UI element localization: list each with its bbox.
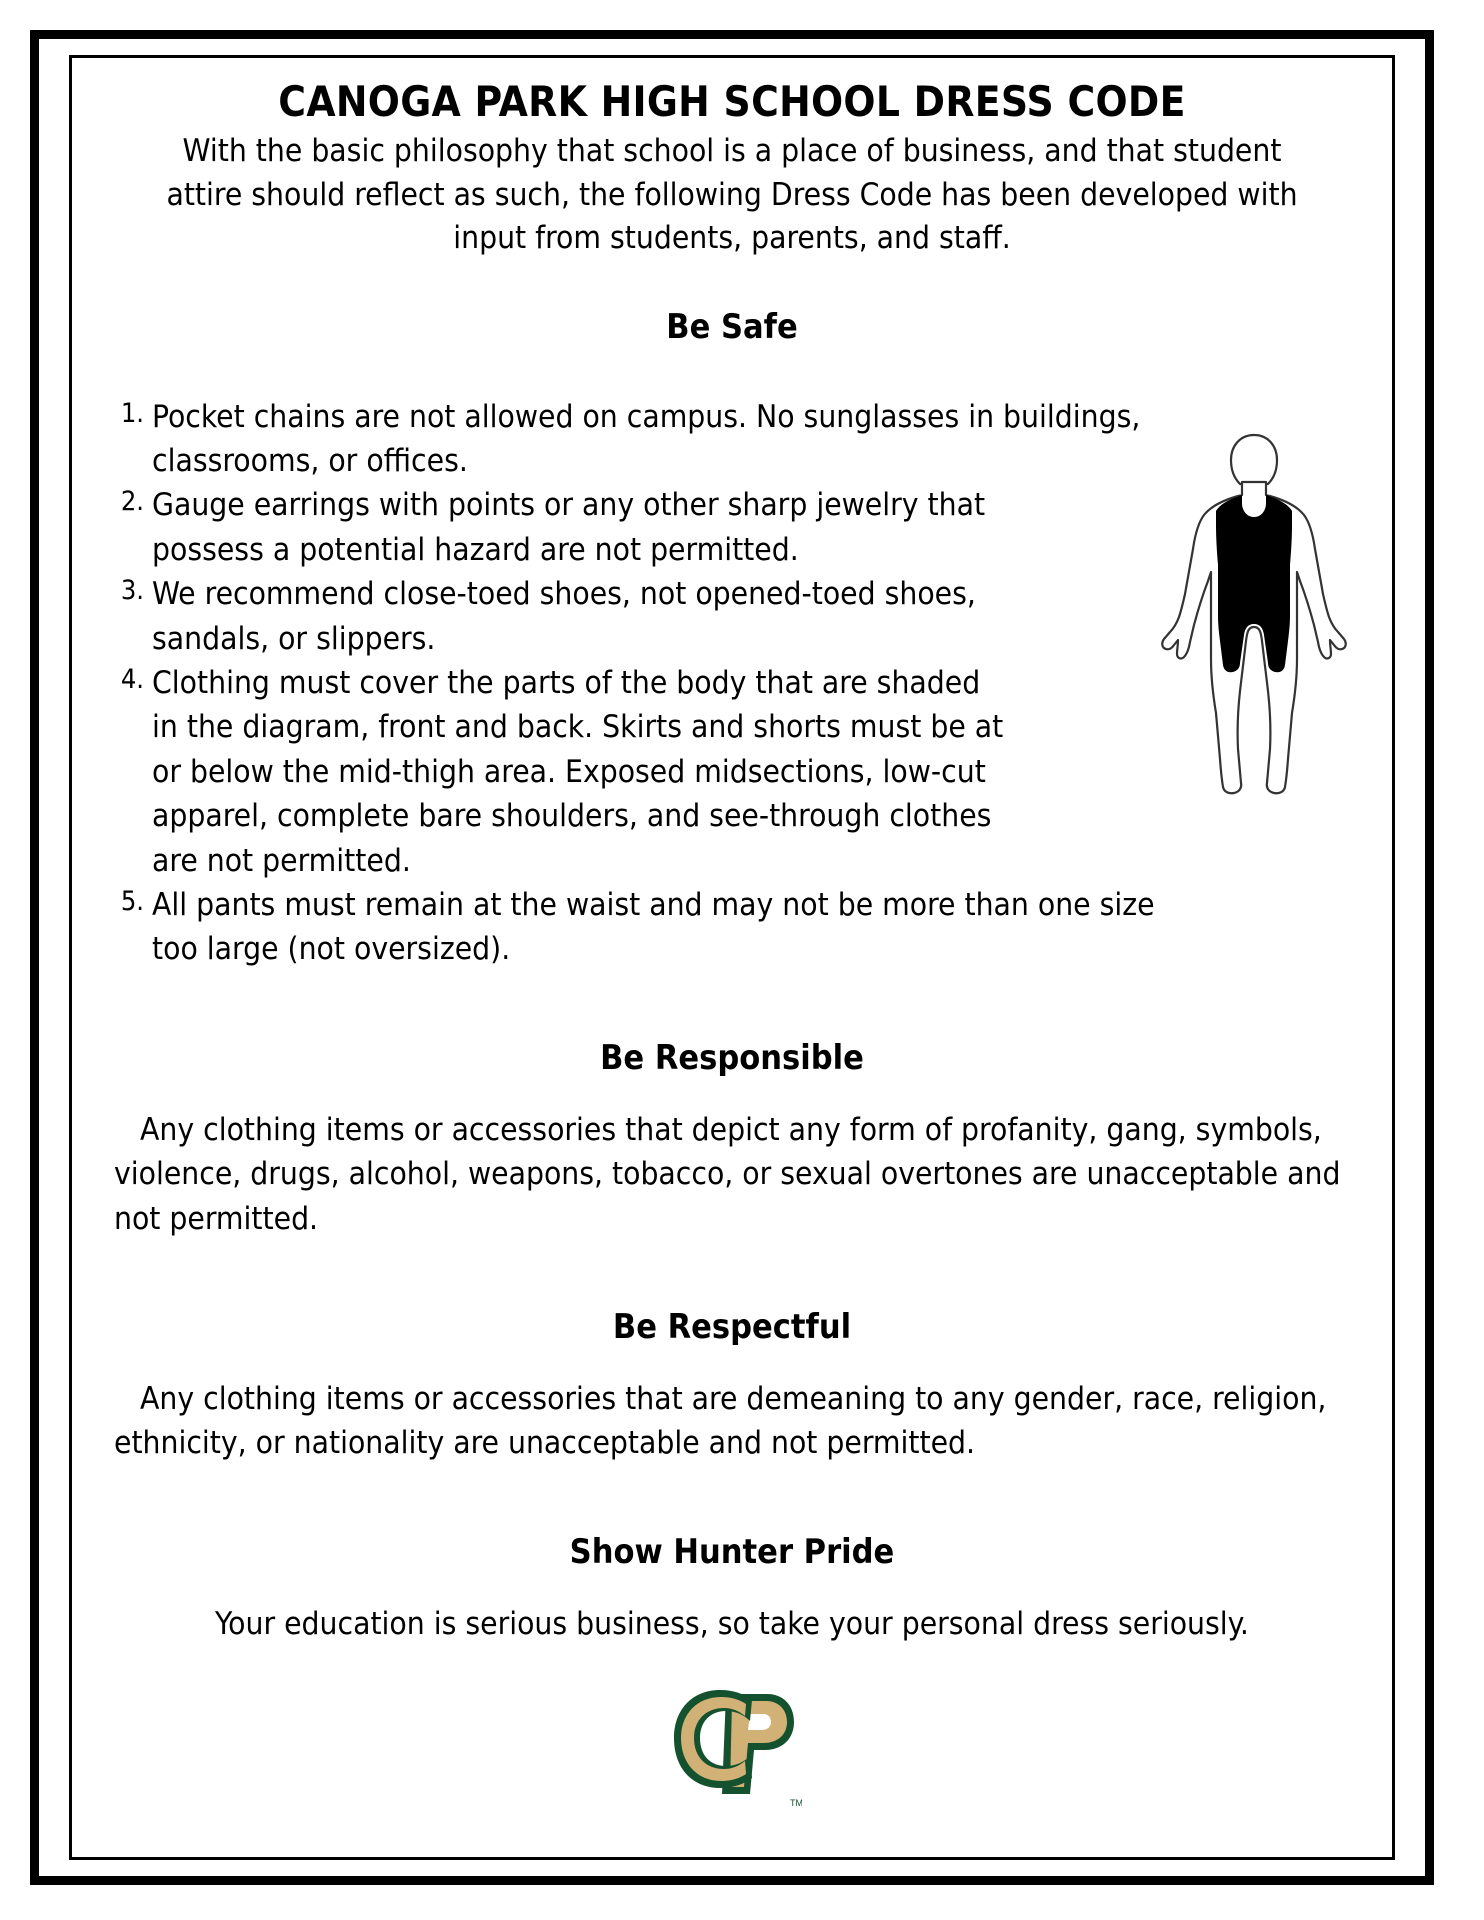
be-respectful-paragraph: Any clothing items or accessories that are demeaning to any gender, race, religion, ethnicity, or nationality are unacceptable and not permitted. <box>114 1381 1327 1462</box>
list-item-number: 4. <box>120 663 144 695</box>
list-item-text: Clothing must cover the parts of the body that are shaded in the diagram, front and back. Skirts and shorts must be at or below the mid-thigh area. Exposed midsections, low-cut apparel, complete bare shoulders, and see-through clothes are not permitted. <box>152 664 1004 879</box>
list-item <box>114 661 1012 883</box>
hunter-pride-paragraph: Your education is serious business, so take your personal dress seriously. <box>215 1605 1249 1642</box>
list-item-text: Pocket chains are not allowed on campus. No sunglasses in buildings, classrooms, or offices. <box>152 398 1141 479</box>
body-coverage-diagram <box>1154 429 1354 799</box>
list-item-number: 2. <box>120 486 144 518</box>
section-heading-be-respectful: Be Respectful <box>612 1307 852 1347</box>
list-item-text: We recommend close-toed shoes, not opened-toed shoes, sandals, or slippers. <box>152 576 976 657</box>
logo-trademark-mark: TM <box>790 1798 802 1809</box>
section-heading-show-hunter-pride: Show Hunter Pride <box>569 1531 895 1572</box>
be-responsible-paragraph: Any clothing items or accessories that depict any form of profanity, gang, symbols, violence, drugs, alcohol, weapons, tobacco, or sexual overtones are unacceptable and not permitted. <box>114 1111 1341 1237</box>
spacer <box>114 1241 1350 1307</box>
list-item <box>114 572 1012 661</box>
page-border-inner <box>69 55 1395 1860</box>
school-logo <box>662 1672 802 1812</box>
section-heading-be-safe: Be Safe <box>666 306 798 347</box>
list-item-number: 5. <box>120 885 144 917</box>
spacer <box>114 347 1350 377</box>
spacer <box>114 1078 1350 1108</box>
spacer <box>114 1572 1350 1602</box>
list-item-text: All pants must remain at the waist and may not be more than one size too large (not oversized). <box>152 886 1155 968</box>
spacer <box>114 1466 1350 1532</box>
list-item <box>114 883 1170 972</box>
list-item-text: Gauge earrings with points or any other sharp jewelry that possess a potential hazard are not permitted. <box>152 487 986 568</box>
page-border-outer <box>30 30 1434 1885</box>
spacer <box>114 261 1350 307</box>
spacer <box>114 1347 1350 1377</box>
list-item-number: 1. <box>120 397 144 429</box>
page-title: CANOGA PARK HIGH SCHOOL DRESS CODE <box>278 77 1186 126</box>
spacer <box>114 972 1350 1038</box>
list-item <box>114 483 1012 572</box>
section-heading-be-responsible: Be Responsible <box>600 1037 864 1078</box>
intro-paragraph: With the basic philosophy that school is a place of business, and that student attire should reflect as such, the following Dress Code has been developed with input from students, parents, and staff. <box>166 133 1298 257</box>
list-item <box>114 395 1170 484</box>
document-content <box>72 58 1392 1857</box>
list-item-number: 3. <box>120 575 144 607</box>
be-safe-block <box>114 395 1350 972</box>
